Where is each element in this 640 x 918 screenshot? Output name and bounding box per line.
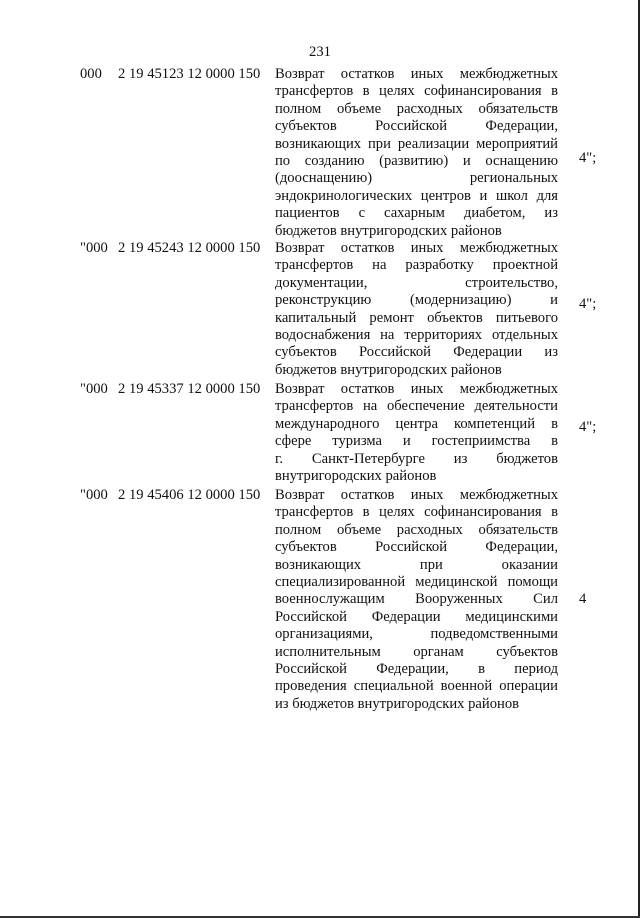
description-line: международного центра компетенций в bbox=[275, 415, 558, 432]
table-row bbox=[0, 487, 640, 713]
budget-classification-code: 2 19 45123 12 0000 150 bbox=[118, 66, 261, 82]
description-line: организациями, подведомственными bbox=[275, 626, 558, 643]
row-description bbox=[275, 381, 558, 485]
description-line: реконструкцию (модернизацию) и bbox=[275, 292, 558, 309]
page-number: 231 bbox=[309, 44, 331, 60]
description-line: Российской Федерации медицинскими bbox=[275, 608, 558, 625]
description-line: капитальный ремонт объектов питьевого bbox=[275, 309, 558, 326]
description-line: проведения специальной военной операции bbox=[275, 678, 558, 695]
table-row bbox=[0, 240, 640, 379]
row-value: 4 bbox=[579, 591, 587, 607]
description-line: трансфертов на обеспечение деятельности bbox=[275, 398, 558, 415]
description-line: Возврат остатков иных межбюджетных bbox=[275, 240, 558, 256]
description-line: субъектов Российской Федерации, bbox=[275, 118, 558, 135]
description-line: трансфертов в целях софинансирования в bbox=[275, 83, 558, 100]
row-description bbox=[275, 66, 558, 240]
description-line: полном объеме расходных обязательств bbox=[275, 100, 558, 117]
description-line: внутригородских районов bbox=[275, 467, 437, 484]
row-description bbox=[275, 240, 558, 379]
description-line: пациентов с сахарным диабетом, из bbox=[275, 205, 558, 222]
row-value: 4"; bbox=[579, 296, 597, 312]
description-line: бюджетов внутригородских районов bbox=[275, 361, 502, 378]
budget-classification-code: 2 19 45406 12 0000 150 bbox=[118, 487, 261, 503]
description-line: Возврат остатков иных межбюджетных bbox=[275, 66, 558, 82]
description-line: специализированной медицинской помощи bbox=[275, 573, 558, 590]
description-line: трансфертов на разработку проектной bbox=[275, 257, 558, 274]
description-line: из бюджетов внутригородских районов bbox=[275, 695, 520, 712]
description-line: Возврат остатков иных межбюджетных bbox=[275, 487, 558, 503]
description-line: субъектов Российской Федерации из bbox=[275, 344, 558, 361]
description-line: возникающих при реализации мероприятий bbox=[275, 135, 558, 152]
description-line: документации, строительство, bbox=[275, 274, 558, 291]
budget-code-admin: "000 bbox=[80, 240, 108, 256]
description-line: возникающих при оказании bbox=[275, 556, 558, 573]
table-row bbox=[0, 381, 640, 485]
budget-classification-code: 2 19 45243 12 0000 150 bbox=[118, 240, 261, 256]
description-line: Российской Федерации, в период bbox=[275, 660, 558, 677]
budget-code-admin: 000 bbox=[80, 66, 102, 82]
row-value: 4"; bbox=[579, 150, 597, 166]
description-line: трансфертов в целях софинансирования в bbox=[275, 504, 558, 521]
description-line: военнослужащим Вооруженных Сил bbox=[275, 591, 558, 608]
row-value: 4"; bbox=[579, 419, 597, 435]
description-line: Возврат остатков иных межбюджетных bbox=[275, 381, 558, 397]
description-line: исполнительным органам субъектов bbox=[275, 643, 558, 660]
description-line: (дооснащению) региональных bbox=[275, 170, 558, 187]
description-line: эндокринологических центров и школ для bbox=[275, 187, 558, 204]
budget-code-admin: "000 bbox=[80, 381, 108, 397]
budget-classification-code: 2 19 45337 12 0000 150 bbox=[118, 381, 261, 397]
description-line: субъектов Российской Федерации, bbox=[275, 539, 558, 556]
description-line: по созданию (развитию) и оснащению bbox=[275, 152, 558, 169]
row-description bbox=[275, 487, 558, 713]
description-line: бюджетов внутригородских районов bbox=[275, 222, 502, 239]
description-line: г. Санкт-Петербурге из бюджетов bbox=[275, 450, 558, 467]
description-line: полном объеме расходных обязательств bbox=[275, 521, 558, 538]
budget-code-admin: "000 bbox=[80, 487, 108, 503]
table-row bbox=[0, 66, 640, 240]
description-line: сфере туризма и гостеприимства в bbox=[275, 433, 558, 450]
description-line: водоснабжения на территориях отдельных bbox=[275, 326, 558, 343]
